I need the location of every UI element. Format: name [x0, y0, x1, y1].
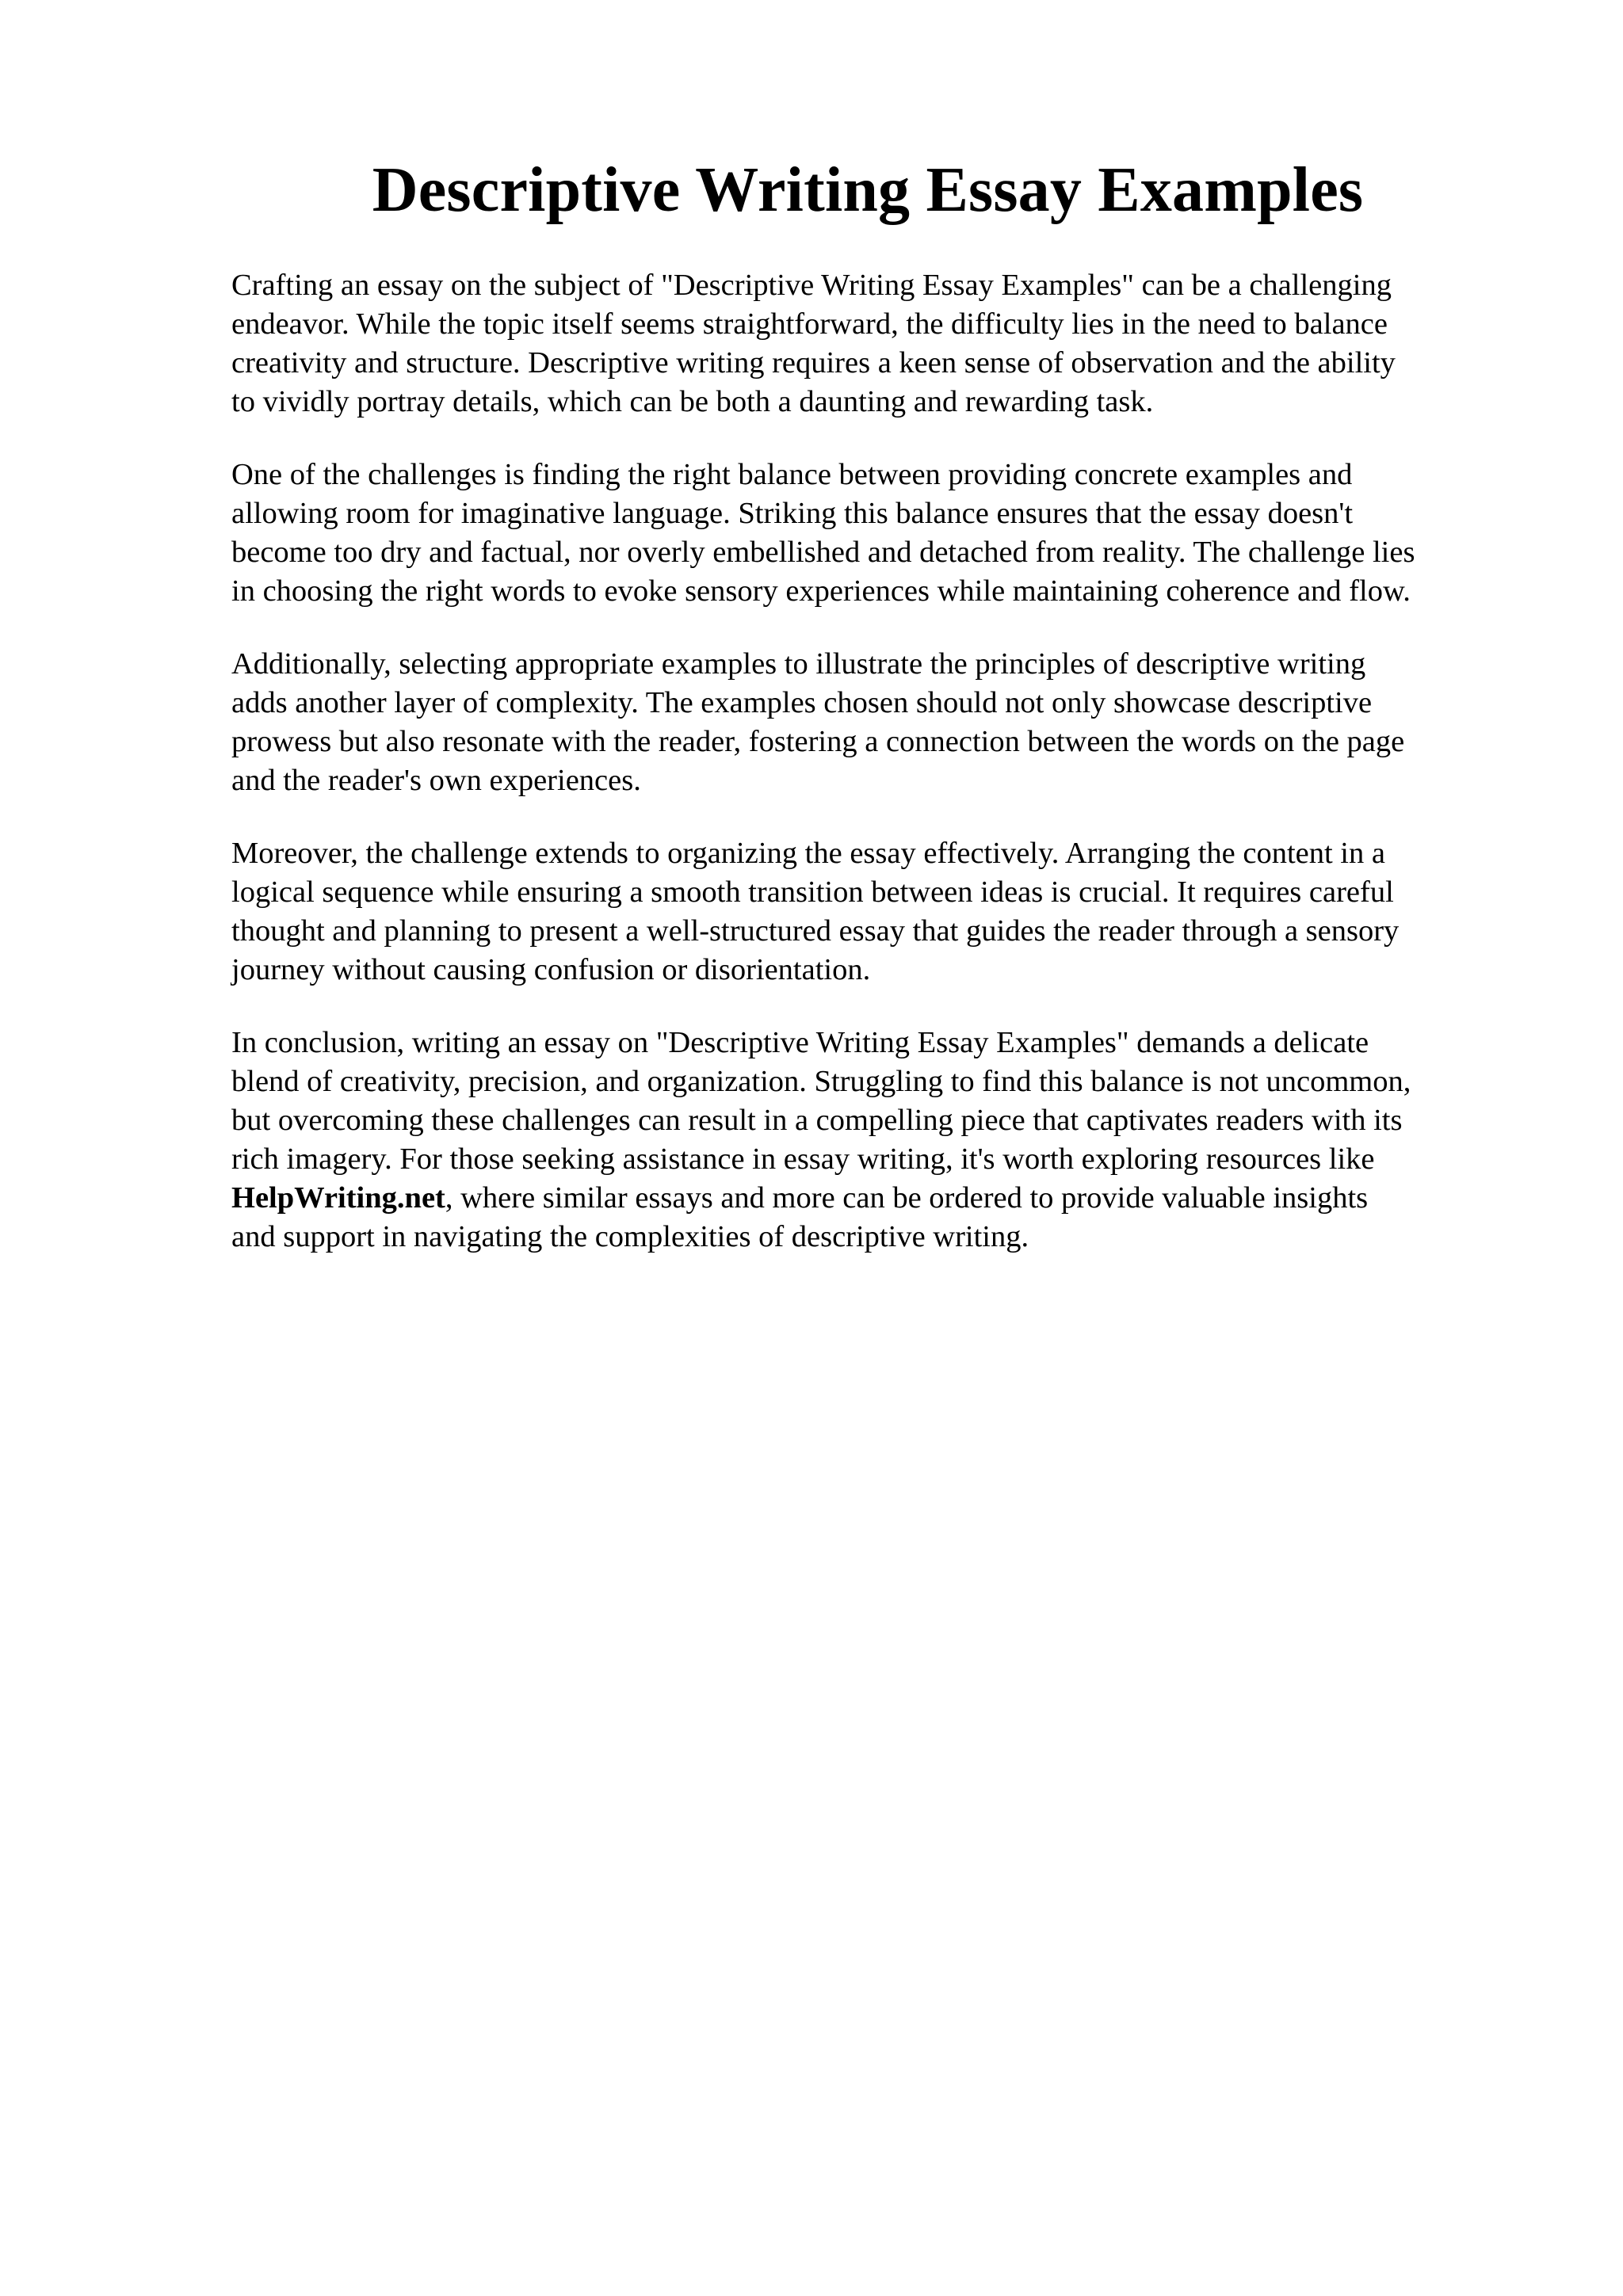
paragraph-line: adds another layer of complexity. The examples chosen should not only showcase descriptive: [231, 686, 1373, 719]
paragraph-5: [231, 1024, 1515, 1257]
paragraph-line: allowing room for imaginative language. Striking this balance ensures that the essay doesn't: [231, 497, 1354, 530]
paragraph-1: [231, 266, 1515, 421]
paragraph-line: and the reader's own experiences.: [231, 764, 641, 797]
paragraph-line: blend of creativity, precision, and organization. Struggling to find this balance is not uncommon,: [231, 1065, 1411, 1098]
paragraph-3: [231, 645, 1515, 800]
paragraph-line: creativity and structure. Descriptive writing requires a keen sense of observation and the ability: [231, 346, 1396, 379]
paragraph-line: In conclusion, writing an essay on "Descriptive Writing Essay Examples" demands a delicate: [231, 1026, 1369, 1059]
paragraph-line: journey without causing confusion or disorientation.: [231, 953, 871, 986]
paragraph-line: become too dry and factual, nor overly embellished and detached from reality. The challenge lies: [231, 536, 1415, 569]
paragraph-line: and support in navigating the complexities of descriptive writing.: [231, 1220, 1029, 1253]
document-body: [231, 266, 1515, 1291]
paragraph-line: endeavor. While the topic itself seems straightforward, the difficulty lies in the need to balance: [231, 307, 1388, 341]
paragraph-line: but overcoming these challenges can result in a compelling piece that captivates readers with its: [231, 1104, 1403, 1137]
paragraph-line-with-brand: [231, 1179, 1515, 1218]
paragraph-line: One of the challenges is finding the right balance between providing concrete examples and: [231, 458, 1353, 491]
paragraph-line: rich imagery. For those seeking assistance in essay writing, it's worth exploring resources like: [231, 1142, 1375, 1176]
paragraph-line: logical sequence while ensuring a smooth transition between ideas is crucial. It requires careful: [231, 875, 1394, 909]
brand-line-rest: , where similar essays and more can be ordered to provide valuable insights: [445, 1181, 1369, 1215]
helpwriting-link[interactable]: HelpWriting.net: [231, 1181, 445, 1215]
paragraph-line: to vividly portray details, which can be both a daunting and rewarding task.: [231, 385, 1154, 418]
paragraph-2: [231, 456, 1515, 611]
paragraph-4: [231, 834, 1515, 990]
paragraph-line: prowess but also resonate with the reader, fostering a connection between the words on the page: [231, 725, 1405, 758]
paragraph-line: in choosing the right words to evoke sensory experiences while maintaining coherence and flow.: [231, 574, 1411, 608]
paragraph-line: thought and planning to present a well-structured essay that guides the reader through a sensory: [231, 914, 1400, 948]
paragraph-line: Crafting an essay on the subject of "Descriptive Writing Essay Examples" can be a challenging: [231, 269, 1392, 302]
paragraph-line: Moreover, the challenge extends to organizing the essay effectively. Arranging the content in a: [231, 837, 1385, 870]
document-title: Descriptive Writing Essay Examples: [372, 155, 1364, 225]
paragraph-line: Additionally, selecting appropriate examples to illustrate the principles of descriptive writing: [231, 647, 1366, 681]
